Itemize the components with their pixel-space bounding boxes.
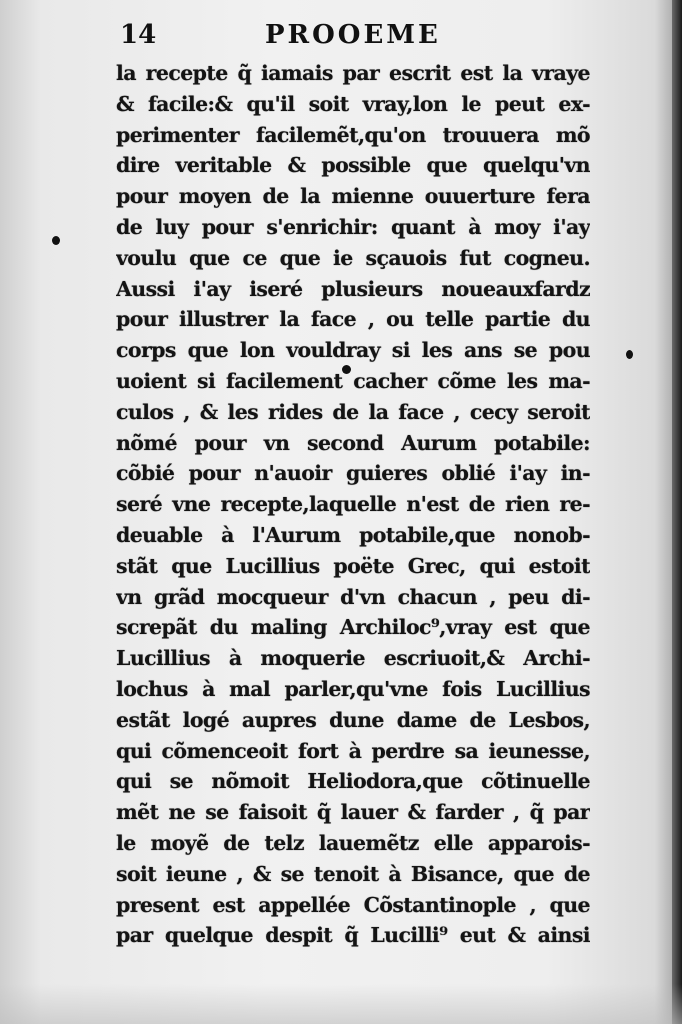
text-line: qui se nõmoit Heliodora,que cõtinuelle (116, 769, 590, 794)
text-line: nõmé pour vn second Aurum potabile: (116, 430, 590, 455)
text-line: lochus à mal parler,qu'vne fois Lucillius (116, 676, 590, 701)
text-line: estãt logé aupres dune dame de Lesbos, (116, 707, 590, 732)
text-line: mẽt ne se faisoit q̃ lauer & farder , q̃ par (116, 800, 590, 825)
page-header (120, 14, 590, 56)
text-line: uoient si facilement cacher cõme les ma- (116, 368, 590, 393)
text-line: seré vne recepte,laquelle n'est de rien re- (116, 492, 590, 517)
text-line: de luy pour s'enrichir: quant à moy i'ay (116, 214, 590, 239)
text-line: Lucillius à moquerie escriuoit,& Archi- (116, 646, 590, 671)
body-text (116, 58, 590, 951)
text-line: soit ieune , & se tenoit à Bisance, que de (116, 861, 590, 886)
text-line: le moyẽ de telz lauemẽtz elle apparois- (116, 830, 590, 855)
text-line: screpãt du maling Archiloc⁹,vray est que (116, 615, 590, 640)
ink-speck (52, 236, 60, 245)
text-line: culos , & les rides de la face , cecy seroit (116, 399, 590, 424)
text-line: deuable à l'Aurum potabile,que nonob- (116, 522, 590, 547)
text-line: pour illustrer la face , ou telle partie du (116, 307, 590, 332)
text-line: par quelque despit q̃ Lucilli⁹ eut & ainsi (116, 923, 590, 948)
text-line: cõbié pour n'auoir guieres oblié i'ay in- (116, 461, 590, 486)
text-line: stãt que Lucillius poëte Grec, qui estoit (116, 553, 590, 578)
text-line: qui cõmenceoit fort à perdre sa ieunesse, (116, 738, 590, 763)
ink-speck (626, 350, 633, 359)
running-title: PROOEME (265, 20, 441, 50)
text-line: vn grãd mocqueur d'vn chacun , peu di- (116, 584, 590, 609)
text-line: pour moyen de la mienne ouuerture fera (116, 184, 590, 209)
text-line: voulu que ce que ie sçauois fut cogneu. (116, 245, 590, 270)
page-bottom-shade (0, 984, 682, 1024)
text-line: dire veritable & possible que quelqu'vn (116, 153, 590, 178)
text-line: la recepte q̃ iamais par escrit est la vraye (116, 61, 590, 85)
text-line: Aussi i'ay iseré plusieurs noueauxfardz (116, 276, 590, 301)
text-line: & facile:& qu'il soit vray,lon le peut ex- (116, 91, 590, 116)
text-line: perimenter facilemẽt,qu'on trouuera mõ (116, 122, 590, 147)
text-line: corps que lon vouldray si les ans se pou (116, 338, 590, 363)
page-number: 14 (120, 20, 157, 50)
page-edge-shadow (672, 0, 682, 1024)
text-line: present est appellée Cõstantinople , que (116, 892, 590, 917)
